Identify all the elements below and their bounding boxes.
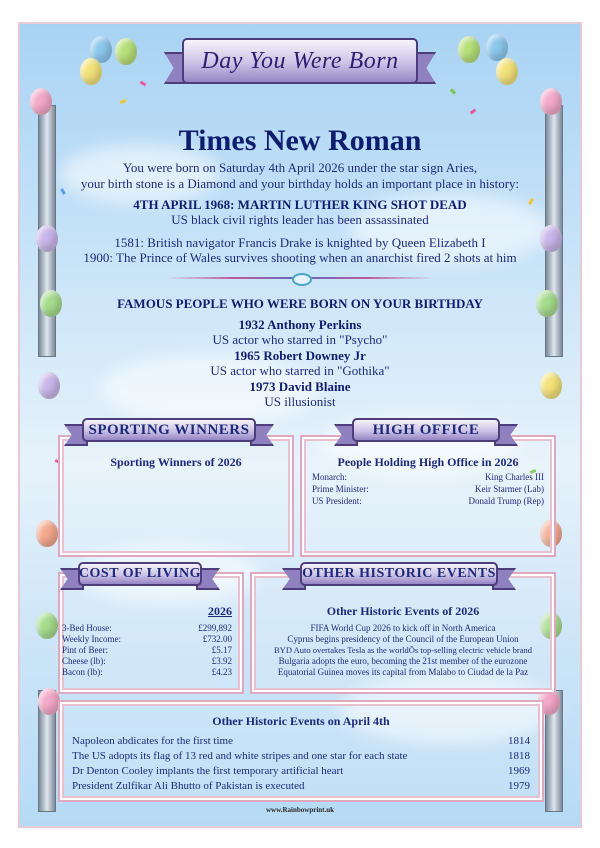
- office-row: US President: Donald Trump (Rep): [312, 496, 544, 506]
- history-event-2: 1900: The Prince of Wales survives shooting when an anarchist fired 2 shots at him: [83, 250, 517, 265]
- balloon-icon: [115, 38, 137, 65]
- famous-name: 1973 David Blaine: [249, 379, 351, 394]
- headline-sub: US black civil rights leader has been assassinated: [171, 212, 429, 227]
- list-item: The US adopts its flag of 13 red and white stripes and one star for each state 1818: [72, 750, 530, 762]
- cost-box: [58, 572, 244, 694]
- list-item: BYD Auto overtakes Tesla as the worldÕs top-selling electric vehicle brand: [274, 645, 532, 655]
- history-event-1: 1581: British navigator Francis Drake is knighted by Queen Elizabeth I: [114, 235, 486, 250]
- cost-row: Weekly Income: £732.00: [62, 634, 232, 644]
- list-item: President Zulfikar Ali Bhutto of Pakistan is executed 1979: [72, 780, 530, 792]
- balloon-icon: [540, 88, 562, 115]
- other-events-ribbon: [300, 562, 498, 586]
- sporting-ribbon-label: SPORTING WINNERS: [88, 421, 250, 438]
- footer-url[interactable]: www.Rainbowprint.uk: [265, 806, 335, 814]
- balloon-icon: [36, 612, 58, 639]
- april-events-list: [72, 734, 530, 794]
- divider-ornament-center: [292, 273, 312, 286]
- office-row: Prime Minister: Keir Starmer (Lab): [312, 484, 544, 494]
- list-item: FIFA World Cup 2026 to kick off in North America: [310, 623, 496, 633]
- cost-ribbon-label: COST OF LIVING: [78, 566, 202, 581]
- sporting-ribbon: [82, 418, 256, 442]
- other-events-list: [256, 623, 550, 678]
- cost-row: Pint of Beer: £5.17: [62, 645, 232, 655]
- other-events-title: Other Historic Events of 2026: [326, 604, 480, 618]
- high-office-ribbon-label: HIGH OFFICE: [372, 421, 480, 438]
- famous-name: 1932 Anthony Perkins: [238, 317, 362, 332]
- other-events-ribbon-label: OTHER HISTORIC EVENTS: [302, 566, 496, 581]
- cost-row: Cheese (lb): £3.92: [62, 656, 232, 666]
- famous-name: 1965 Robert Downey Jr: [234, 348, 366, 363]
- intro-line-1: You were born on Saturday 4th April 2026 under the star sign Aries,: [122, 160, 478, 175]
- intro-line-2: your birth stone is a Diamond and your birthday holds an important place in history:: [80, 176, 520, 191]
- balloon-icon: [38, 688, 60, 715]
- high-office-list: [312, 471, 544, 507]
- list-item: Napoleon abdicates for the first time 1814: [72, 735, 530, 747]
- other-events-box: [250, 572, 556, 694]
- cost-year: 2026: [208, 604, 232, 618]
- balloon-icon: [36, 520, 58, 547]
- high-office-box: [300, 435, 556, 557]
- cost-row: Bacon (lb): £4.23: [62, 667, 232, 677]
- april-events-box: [58, 700, 544, 802]
- high-office-title: People Holding High Office in 2026: [337, 455, 519, 469]
- ribbon-title: Day You Were Born: [201, 47, 399, 74]
- cost-ribbon: [78, 562, 202, 586]
- title-ribbon: [182, 38, 418, 84]
- list-item: Bulgaria adopts the euro, becoming the 21st member of the eurozone: [278, 656, 528, 666]
- sporting-title: Sporting Winners of 2026: [110, 455, 242, 469]
- famous-desc: US illusionist: [264, 394, 336, 409]
- cost-list: [62, 623, 232, 678]
- april-events-title: Other Historic Events on April 4th: [212, 714, 390, 728]
- famous-heading: FAMOUS PEOPLE WHO WERE BORN ON YOUR BIRTHDAY: [117, 296, 483, 311]
- balloon-icon: [496, 58, 518, 85]
- office-row: Monarch: King Charles III: [312, 472, 544, 482]
- page-title: Times New Roman: [178, 124, 422, 157]
- balloon-icon: [458, 36, 480, 63]
- list-item: Dr Denton Cooley implants the first temporary artificial heart 1969: [72, 765, 530, 777]
- famous-desc: US actor who starred in "Gothika": [210, 363, 390, 378]
- list-item: Cyprus begins presidency of the Council of the European Union: [287, 634, 519, 644]
- list-item: Equatorial Guinea moves its capital from Malabo to Ciudad de la Paz: [277, 667, 529, 677]
- balloon-icon: [30, 88, 52, 115]
- balloon-icon: [486, 34, 508, 61]
- balloon-icon: [80, 58, 102, 85]
- headline: 4TH APRIL 1968: MARTIN LUTHER KING SHOT DEAD: [133, 197, 467, 212]
- famous-desc: US actor who starred in "Psycho": [212, 332, 388, 347]
- sporting-box: [58, 435, 294, 557]
- high-office-ribbon: [352, 418, 500, 442]
- cost-row: 3-Bed House: £299,892: [62, 623, 232, 633]
